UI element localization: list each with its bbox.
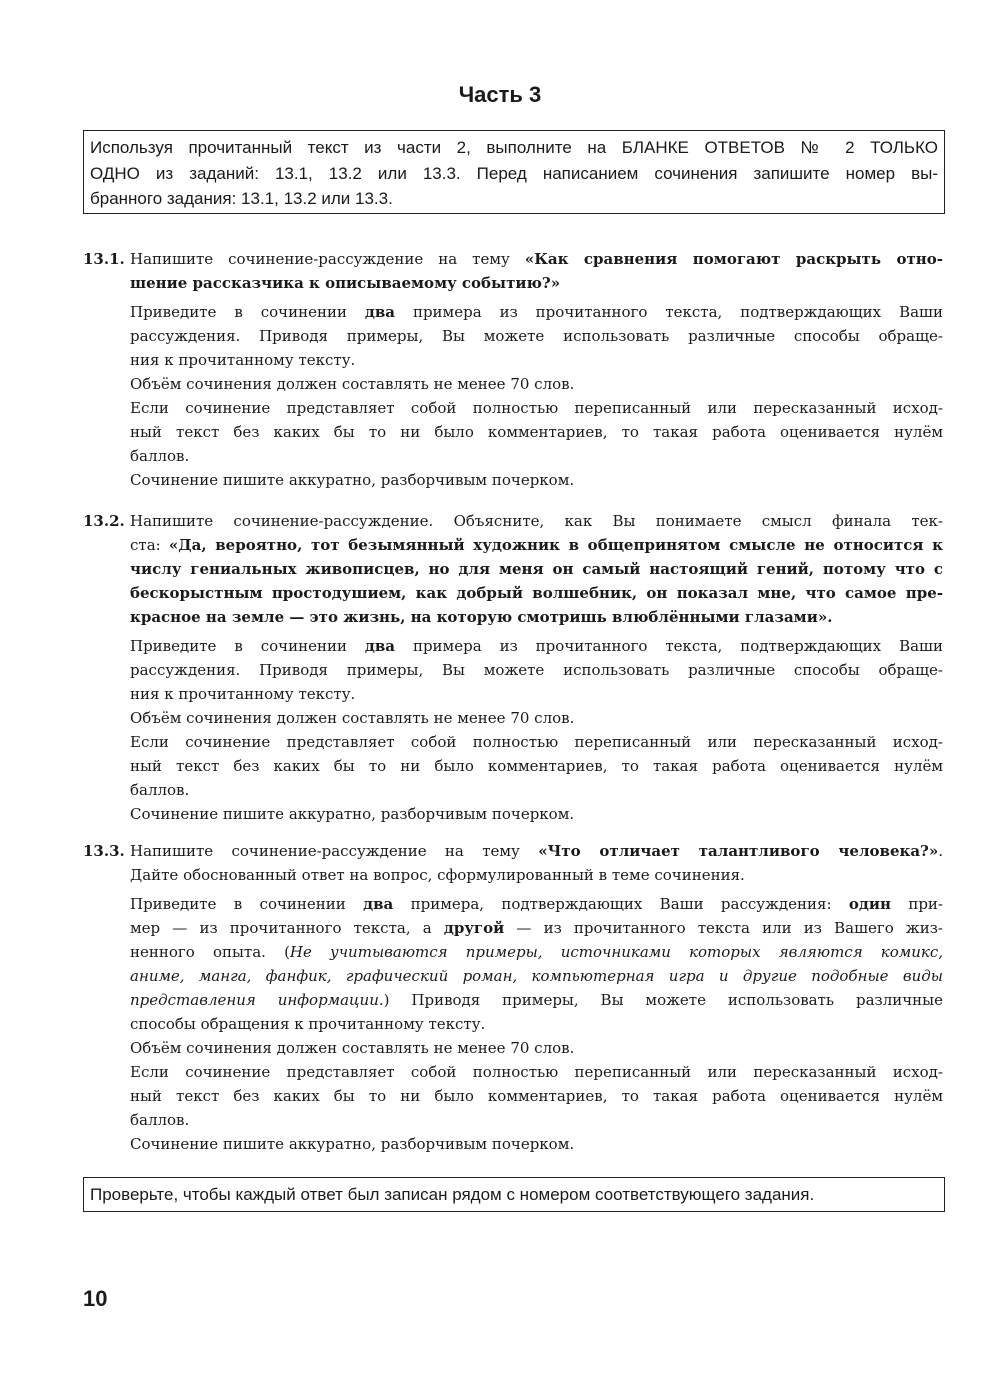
text-line xyxy=(130,863,943,887)
text-line xyxy=(130,1060,943,1084)
task-13-2 xyxy=(83,509,945,826)
task-body xyxy=(130,247,943,492)
text-segment: рассуждения. Приводя примеры, Вы можете использовать различные способы обраще- xyxy=(130,327,943,345)
italic-text: аниме, манга, фанфик, графический роман, компьютерная игра и другие подобные виды xyxy=(130,967,943,985)
bold-text: «Как сравнения помогают раскрыть отно- xyxy=(524,250,943,268)
text-segment: Приведите в сочинении xyxy=(130,895,364,913)
text-line xyxy=(130,533,943,557)
text-segment: ста: xyxy=(130,536,169,554)
text-segment: ) Приводя примеры, Вы можете использовать различные xyxy=(383,991,943,1009)
text-segment: ный текст без каких бы то ни было комментариев, то такая работа оценивается нулём xyxy=(130,757,943,775)
text-line xyxy=(130,916,943,940)
task-paragraph xyxy=(130,1060,943,1132)
text-segment: рассуждения. Приводя примеры, Вы можете использовать различные способы обраще- xyxy=(130,661,943,679)
text-line xyxy=(130,247,943,271)
text-segment: при- xyxy=(890,895,943,913)
text-line xyxy=(130,1108,943,1132)
text-line xyxy=(130,940,943,964)
text-segment: способы обращения к прочитанному тексту. xyxy=(130,1015,486,1033)
text-line xyxy=(130,1036,943,1060)
text-segment: ния к прочитанному тексту. xyxy=(130,685,356,703)
task-prompt xyxy=(130,839,943,887)
task-paragraph xyxy=(130,1132,943,1156)
text-line xyxy=(130,754,943,778)
task-paragraph xyxy=(130,802,943,826)
bold-text: другой xyxy=(443,919,505,937)
text-line xyxy=(130,634,943,658)
footer-note-box xyxy=(83,1177,945,1212)
text-line xyxy=(130,730,943,754)
task-13-1 xyxy=(83,247,945,492)
text-segment: ный текст без каких бы то ни было комментариев, то такая работа оценивается нулём xyxy=(130,423,943,441)
text-segment: Напишите сочинение-рассуждение. Объясните, как Вы понимаете смысл финала тек- xyxy=(130,512,943,530)
text-segment: баллов. xyxy=(130,1111,190,1129)
text-line xyxy=(130,839,943,863)
text-segment: мер — из прочитанного текста, а xyxy=(130,919,444,937)
footer-note: Проверьте, чтобы каждый ответ был записан рядом с номером соответствующего задания. xyxy=(90,1185,815,1204)
instruction-line: ОДНО из заданий: 13.1, 13.2 или 13.3. Перед написанием сочинения запишите номер вы- xyxy=(90,163,938,183)
text-line xyxy=(130,348,943,372)
bold-text: два xyxy=(364,637,396,655)
bold-text: красное на земле — это жизнь, на которую смотришь влюблёнными глазами». xyxy=(130,608,833,626)
italic-text: Не учитываются примеры, источниками которых являются комикс, xyxy=(289,943,943,961)
instruction-line: бранного задания: 13.1, 13.2 или 13.3. xyxy=(90,189,393,208)
text-segment: Объём сочинения должен составлять не менее 70 слов. xyxy=(130,1039,575,1057)
text-line xyxy=(130,420,943,444)
text-line xyxy=(130,605,943,629)
text-line xyxy=(130,581,943,605)
instruction-line: Используя прочитанный текст из части 2, выполните на БЛАНКЕ ОТВЕТОВ № 2 ТОЛЬКО xyxy=(90,138,938,157)
bold-text: шение рассказчика к описываемому событию?» xyxy=(130,274,561,292)
text-line xyxy=(130,1012,943,1036)
text-segment: Сочинение пишите аккуратно, разборчивым почерком. xyxy=(130,805,575,823)
text-segment: Если сочинение представляет собой полностью переписанный или пересказанный исход- xyxy=(130,733,943,751)
text-line xyxy=(130,300,943,324)
task-paragraph xyxy=(130,892,943,1036)
text-line xyxy=(130,964,943,988)
text-segment: ния к прочитанному тексту. xyxy=(130,351,356,369)
text-line xyxy=(130,271,943,295)
task-number: 13.2. xyxy=(83,512,125,530)
text-segment: Если сочинение представляет собой полностью переписанный или пересказанный исход- xyxy=(130,1063,943,1081)
text-line xyxy=(130,988,943,1012)
text-segment: примера из прочитанного текста, подтверждающих Ваши xyxy=(395,637,943,655)
text-segment: примера, подтверждающих Ваши рассуждения: xyxy=(393,895,849,913)
page-number: 10 xyxy=(83,1286,108,1311)
bold-text: «Что отличает талантливого человека?» xyxy=(538,842,939,860)
text-segment: Дайте обоснованный ответ на вопрос, сформулированный в теме сочинения. xyxy=(130,866,745,884)
text-line xyxy=(130,802,943,826)
task-13-3 xyxy=(83,839,945,1156)
text-segment: баллов. xyxy=(130,447,190,465)
text-line xyxy=(130,509,943,533)
text-segment: Объём сочинения должен составлять не менее 70 слов. xyxy=(130,709,575,727)
task-paragraph xyxy=(130,396,943,468)
text-segment: ный текст без каких бы то ни было комментариев, то такая работа оценивается нулём xyxy=(130,1087,943,1105)
bold-text: «Да, вероятно, тот безымянный художник в общепринятом смысле не относится к xyxy=(168,536,944,554)
text-line xyxy=(130,1084,943,1108)
text-segment: примера из прочитанного текста, подтверждающих Ваши xyxy=(395,303,943,321)
text-line xyxy=(130,468,943,492)
page-title: Часть 3 xyxy=(458,82,542,107)
task-prompt xyxy=(130,247,943,295)
text-segment: . xyxy=(938,842,943,860)
task-prompt xyxy=(130,509,943,629)
text-segment: Приведите в сочинении xyxy=(130,637,365,655)
bold-text: два xyxy=(364,303,396,321)
text-line xyxy=(130,778,943,802)
text-line xyxy=(130,658,943,682)
bold-text: числу гениальных живописцев, но для меня он самый настоящий гений, потому что с xyxy=(130,560,943,578)
bold-text: один xyxy=(848,895,891,913)
task-body xyxy=(130,839,943,1156)
bold-text: бескорыстным простодушием, как добрый волшебник, он показал мне, что самое пре- xyxy=(130,584,943,602)
text-line xyxy=(130,444,943,468)
bold-text: два xyxy=(363,895,394,913)
task-paragraph xyxy=(130,372,943,396)
instruction-box xyxy=(83,130,945,214)
task-paragraph xyxy=(130,300,943,372)
text-segment: Если сочинение представляет собой полностью переписанный или пересказанный исход- xyxy=(130,399,943,417)
task-paragraph xyxy=(130,634,943,706)
text-line xyxy=(130,892,943,916)
task-body xyxy=(130,509,943,826)
text-line xyxy=(130,372,943,396)
task-paragraph xyxy=(130,1036,943,1060)
text-segment: Напишите сочинение-рассуждение на тему xyxy=(130,842,539,860)
task-number: 13.3. xyxy=(83,842,125,860)
task-paragraph xyxy=(130,706,943,730)
task-paragraph xyxy=(130,468,943,492)
text-line xyxy=(130,557,943,581)
text-segment: Сочинение пишите аккуратно, разборчивым почерком. xyxy=(130,1135,575,1153)
text-segment: Напишите сочинение-рассуждение на тему xyxy=(130,250,525,268)
text-segment: ненного опыта. ( xyxy=(130,943,290,961)
task-number: 13.1. xyxy=(83,250,125,268)
text-line xyxy=(130,682,943,706)
text-segment: Приведите в сочинении xyxy=(130,303,365,321)
text-line xyxy=(130,324,943,348)
text-line xyxy=(130,706,943,730)
italic-text: представления информации. xyxy=(130,991,384,1009)
text-segment: Объём сочинения должен составлять не менее 70 слов. xyxy=(130,375,575,393)
text-segment: баллов. xyxy=(130,781,190,799)
text-line xyxy=(130,396,943,420)
text-segment: Сочинение пишите аккуратно, разборчивым почерком. xyxy=(130,471,575,489)
text-line xyxy=(130,1132,943,1156)
task-paragraph xyxy=(130,730,943,802)
text-segment: — из прочитанного текста или из Вашего жиз- xyxy=(504,919,943,937)
